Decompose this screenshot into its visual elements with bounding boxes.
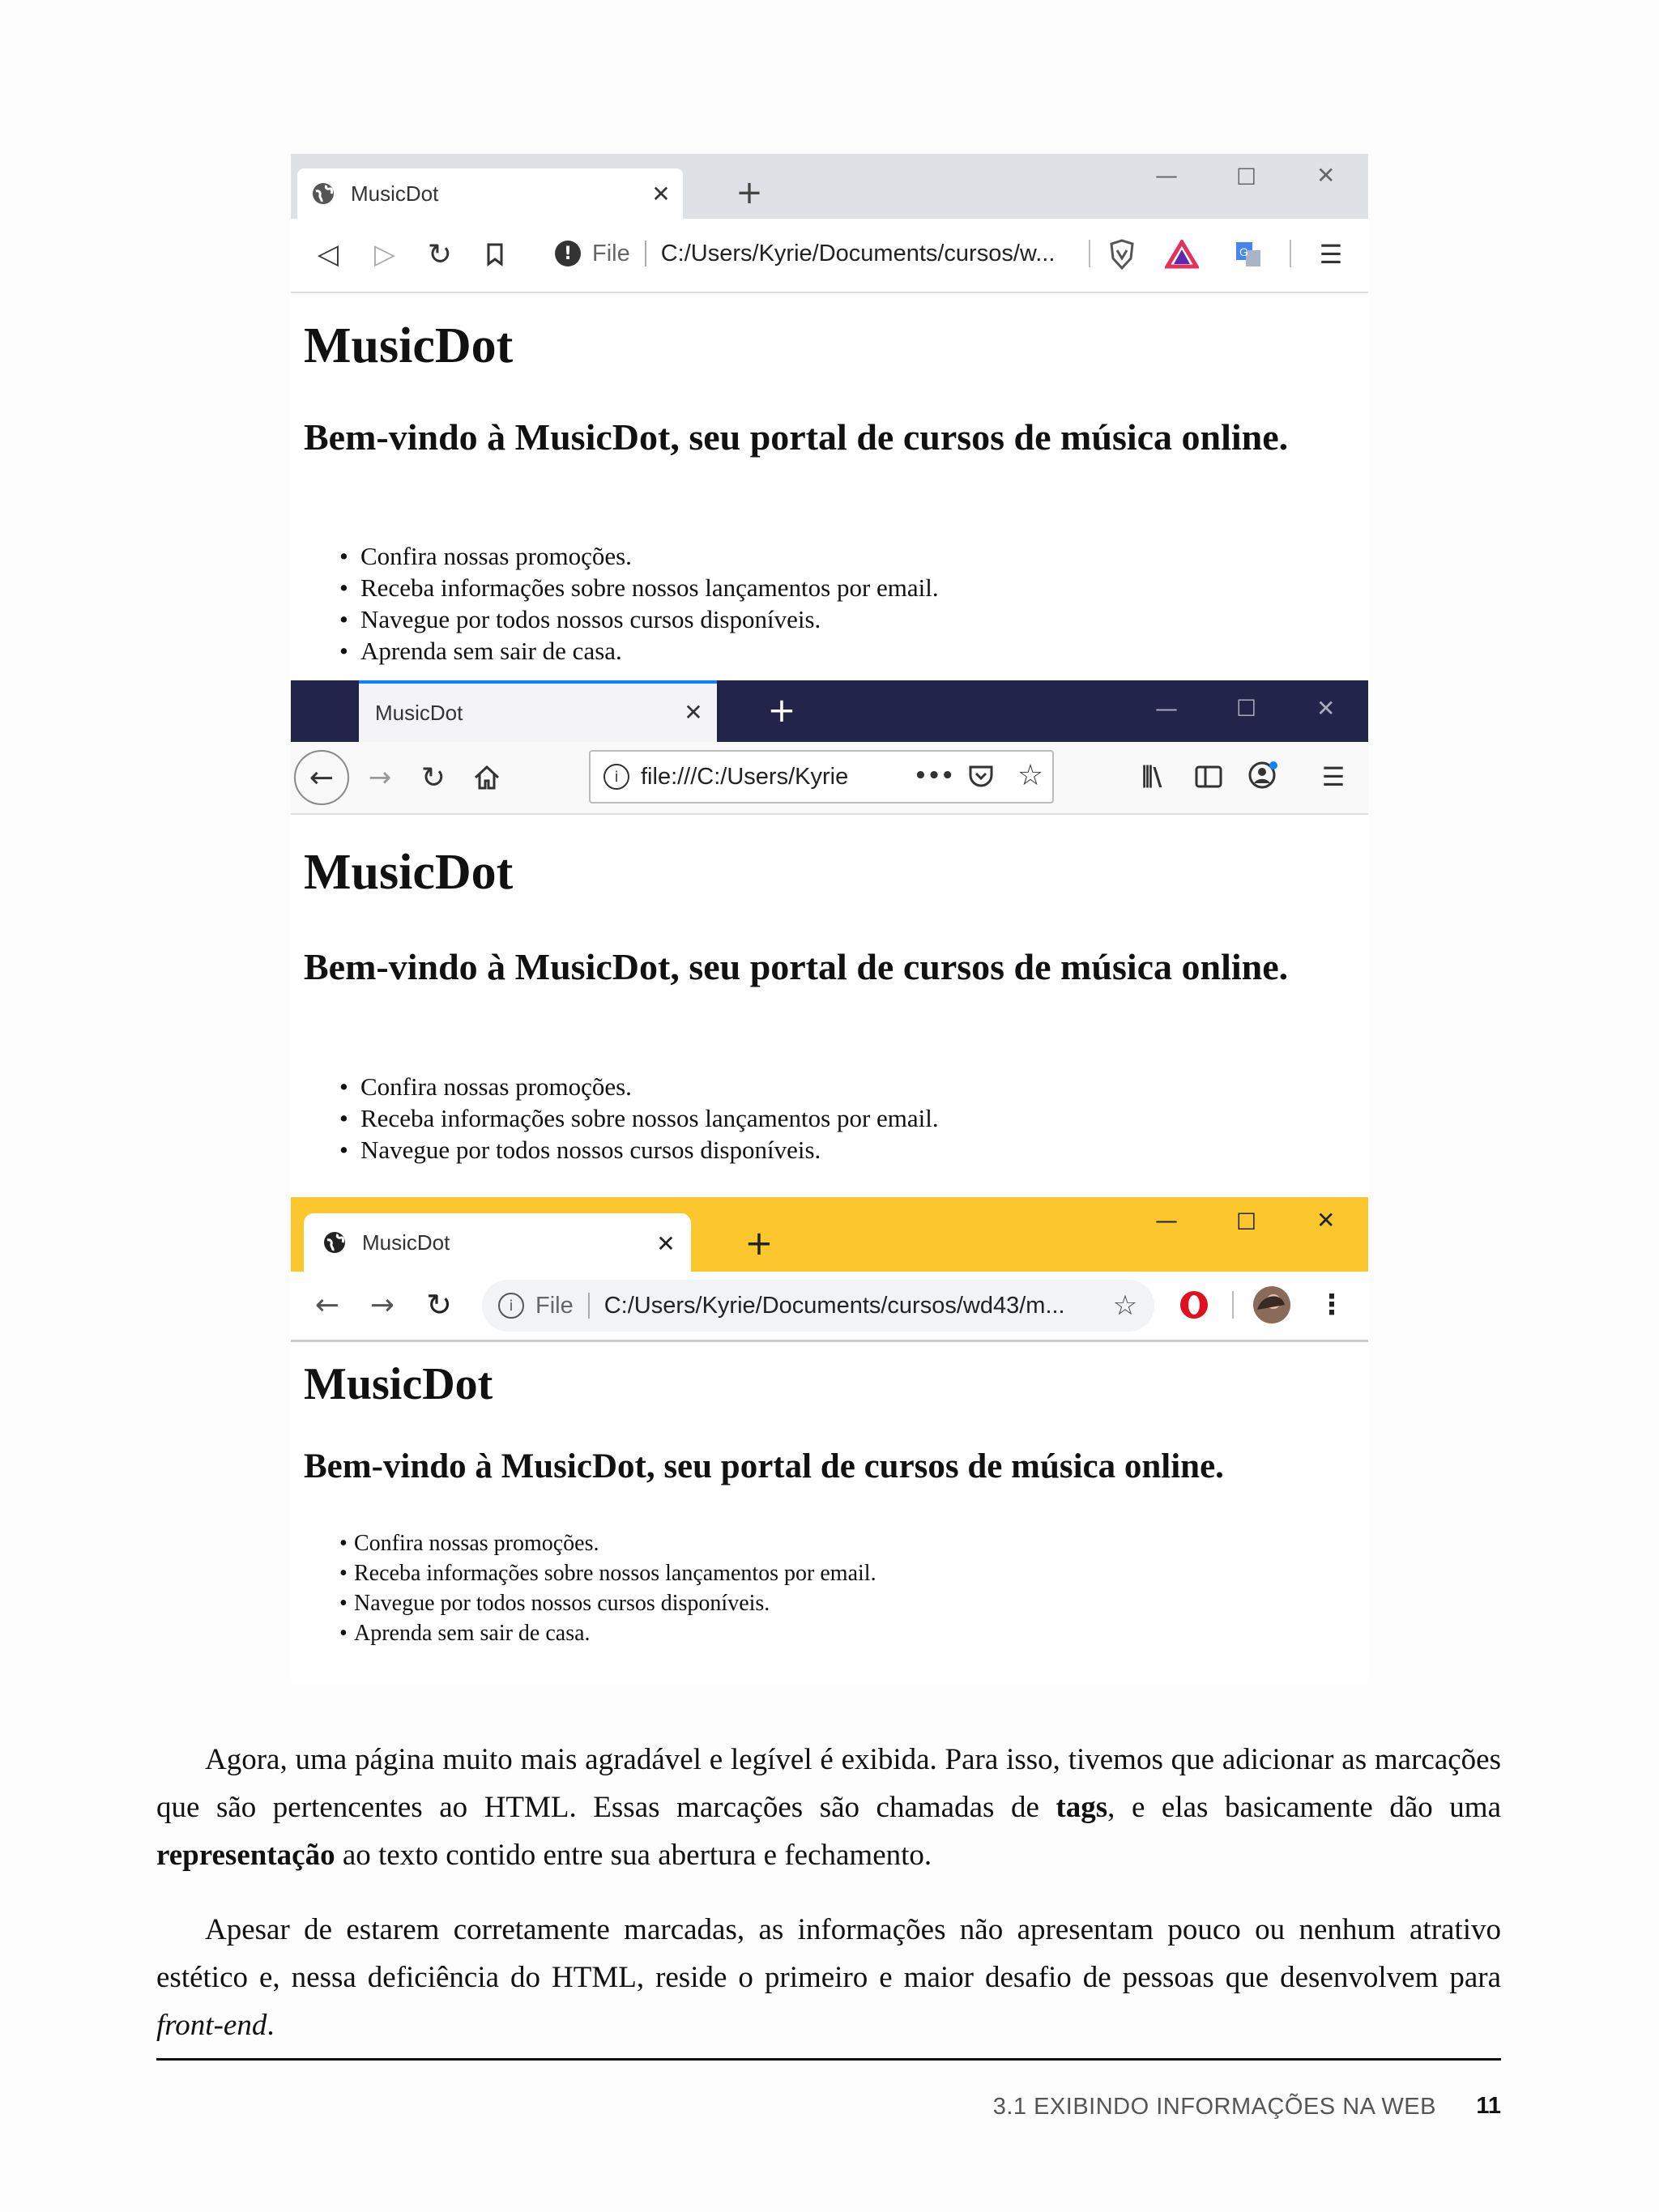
back-icon[interactable]: ◁: [317, 238, 339, 271]
list-item: • Receba informações sobre nossos lançamentos por email.: [304, 1558, 876, 1588]
new-tab-icon[interactable]: +: [767, 689, 796, 730]
list-item: • Navegue por todos nossos cursos disponíveis.: [304, 603, 939, 635]
page-number: 11: [1476, 2093, 1501, 2119]
forward-icon[interactable]: →: [368, 761, 392, 794]
feature-list: [304, 1071, 939, 1166]
opera-icon[interactable]: [1175, 1286, 1213, 1323]
menu-icon[interactable]: ☰: [1319, 239, 1343, 270]
page-subheading: Bem-vindo à MusicDot, seu portal de cursos de música online.: [304, 946, 1289, 987]
term-front-end: front-end: [156, 2009, 267, 2042]
info-icon: i: [498, 1293, 524, 1319]
browser-screenshot-firefox: [291, 680, 1368, 1197]
list-item: • Confira nossas promoções.: [304, 1071, 939, 1102]
tab-title: MusicDot: [351, 181, 439, 206]
page-subheading: Bem-vindo à MusicDot, seu portal de cursos de música online.: [304, 416, 1289, 458]
pocket-icon[interactable]: [963, 758, 999, 794]
page-subheading: Bem-vindo à MusicDot, seu portal de cursos de música online.: [304, 1447, 1224, 1485]
page-content: [291, 815, 1368, 1197]
tab-close-icon[interactable]: ✕: [684, 698, 703, 726]
browser-tab[interactable]: [359, 680, 717, 742]
back-icon[interactable]: ←: [314, 1288, 340, 1322]
list-item: • Navegue por todos nossos cursos disponíveis.: [304, 1134, 939, 1166]
menu-icon[interactable]: ☰: [1321, 761, 1346, 792]
list-item: • Receba informações sobre nossos lançamentos por email.: [304, 1102, 939, 1134]
browser-tab[interactable]: [297, 168, 683, 219]
address-divider: [588, 1293, 590, 1319]
list-item: • Aprenda sem sair de casa.: [304, 1618, 876, 1648]
paragraph-text: .: [267, 2009, 275, 2042]
brave-rewards-icon[interactable]: [1162, 237, 1201, 272]
minimize-icon[interactable]: —: [1155, 695, 1178, 722]
address-text: file:///C:/Users/Kyrie: [641, 763, 849, 790]
close-window-icon[interactable]: ✕: [1316, 1207, 1336, 1234]
reload-icon[interactable]: ↻: [420, 761, 446, 795]
translate-icon[interactable]: [1230, 237, 1266, 272]
maximize-icon[interactable]: ☐: [1236, 164, 1257, 190]
sidebar-icon[interactable]: [1190, 758, 1227, 795]
maximize-icon[interactable]: ☐: [1236, 695, 1257, 722]
term-representacao: representação: [156, 1839, 335, 1872]
star-icon[interactable]: ☆: [1112, 1289, 1138, 1322]
tab-close-icon[interactable]: ✕: [656, 1230, 676, 1257]
paragraph-text: Agora, uma página muito mais agradável e legível é exibida. Para isso, tivemos que adicionar as marcações que são pertencentes ao HTML. Essas marcações são chamadas de: [156, 1743, 1501, 1824]
brave-shield-icon[interactable]: [1104, 237, 1140, 272]
page-heading: MusicDot: [304, 1359, 493, 1409]
address-divider: [645, 241, 646, 266]
paragraph-text: Apesar de estarem corretamente marcadas, as informações não apresentam pouco ou nenhum atrativo estético e, nessa deficiência do HTML, reside o primeiro e maior desafio de pessoas que desenvolvem para: [156, 1913, 1501, 1994]
address-text: C:/Users/Kyrie/Documents/cursos/w...: [660, 240, 1056, 266]
paragraph-text: ao texto contido entre sua abertura e fechamento.: [335, 1839, 932, 1872]
tab-title: MusicDot: [362, 1230, 450, 1255]
home-icon[interactable]: [467, 758, 506, 797]
globe-icon: [310, 181, 336, 207]
address-prefix: File: [592, 240, 630, 266]
list-item: • Aprenda sem sair de casa.: [304, 635, 939, 667]
new-tab-icon[interactable]: +: [744, 1222, 774, 1263]
toolbar-divider: [1232, 1291, 1234, 1319]
forward-icon[interactable]: ▷: [373, 238, 396, 271]
minimize-icon[interactable]: —: [1155, 162, 1178, 189]
tab-close-icon[interactable]: ✕: [651, 180, 671, 207]
footer-rule: [156, 2058, 1501, 2061]
page-heading: MusicDot: [304, 318, 514, 373]
footer-section-title: 3.1 EXIBINDO INFORMAÇÕES NA WEB: [992, 2094, 1436, 2120]
body-paragraph-1: [156, 1736, 1501, 1879]
address-bar[interactable]: [482, 1280, 1154, 1332]
address-text: C:/Users/Kyrie/Documents/cursos/wd43/m...: [603, 1292, 1065, 1319]
toolbar-divider: [1290, 240, 1291, 267]
new-tab-icon[interactable]: +: [736, 174, 763, 211]
globe-icon: [322, 1230, 348, 1255]
star-icon[interactable]: ☆: [1017, 758, 1044, 792]
page-content: [291, 293, 1368, 680]
browser-tab[interactable]: [304, 1213, 691, 1272]
page-heading: MusicDot: [304, 845, 514, 900]
forward-icon[interactable]: →: [369, 1288, 395, 1322]
term-tags: tags: [1056, 1791, 1108, 1824]
browser-screenshot-brave: [291, 154, 1368, 680]
tab-title: MusicDot: [375, 700, 463, 725]
body-paragraph-2: [156, 1906, 1501, 2049]
more-actions-icon[interactable]: •••: [914, 764, 954, 788]
paragraph-text: , e elas basicamente dão uma: [1107, 1791, 1501, 1824]
feature-list: [304, 540, 939, 667]
bookmark-icon[interactable]: [477, 237, 513, 272]
more-vert-icon[interactable]: ⋮: [1318, 1289, 1346, 1321]
close-window-icon[interactable]: ✕: [1316, 162, 1336, 189]
maximize-icon[interactable]: ☐: [1236, 1208, 1257, 1235]
toolbar: [291, 1272, 1368, 1342]
svg-text:G: G: [1239, 245, 1248, 258]
feature-list: [304, 1528, 876, 1648]
tab-strip: [291, 154, 1368, 219]
info-icon: i: [603, 764, 629, 790]
address-prefix: File: [535, 1292, 574, 1319]
reload-icon[interactable]: ↻: [427, 237, 453, 271]
list-item: • Receba informações sobre nossos lançamentos por email.: [304, 572, 939, 603]
browser-screenshot-chrome: [291, 1197, 1368, 1683]
back-icon[interactable]: ←: [294, 750, 349, 805]
toolbar: [291, 742, 1368, 815]
toolbar: [291, 219, 1368, 293]
page-content: [291, 1342, 1368, 1683]
library-icon[interactable]: ⫼\: [1141, 762, 1162, 791]
reload-icon[interactable]: ↻: [426, 1287, 452, 1323]
tab-strip: [291, 1197, 1368, 1272]
tab-strip: [291, 680, 1368, 742]
toolbar-divider: [1089, 240, 1090, 267]
info-icon: !: [555, 241, 581, 266]
list-item: • Navegue por todos nossos cursos disponíveis.: [304, 1588, 876, 1618]
minimize-icon[interactable]: —: [1155, 1207, 1178, 1234]
list-item: • Confira nossas promoções.: [304, 1528, 876, 1558]
list-item: • Confira nossas promoções.: [304, 540, 939, 572]
account-icon[interactable]: [1245, 757, 1282, 794]
close-window-icon[interactable]: ✕: [1316, 695, 1336, 722]
avatar[interactable]: [1252, 1285, 1292, 1325]
